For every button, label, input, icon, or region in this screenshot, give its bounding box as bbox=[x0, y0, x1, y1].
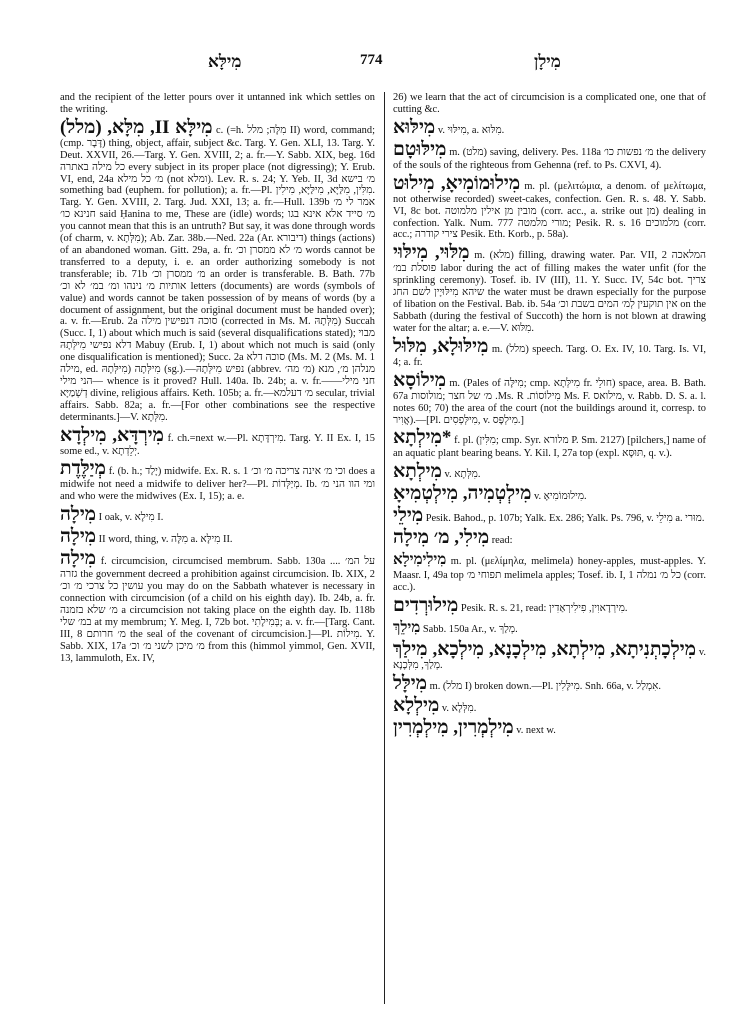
entry-text: f. pl. (מִלִּין; cmp. Syr. מלורא P. Sm. 2127) [pilchers,] name of an aquatic plant bearing beans. Y. Kil. I, 27a top (expl. תּוּסָּא, q. v.). bbox=[393, 435, 706, 460]
entry-text: m. (מלל) speech. Targ. O. Ex. IV, 10. Targ. Is. VI, 4; a. fr. bbox=[393, 343, 706, 368]
entry-headword: מִלּוּי, מִילּוּי bbox=[393, 242, 470, 264]
dictionary-entry bbox=[393, 484, 706, 504]
entry-headword: מִילְכָתְנִיתָא, מִילְתָא, מִילְכָנָא, מִילְכָא, מִילַךְ bbox=[393, 639, 696, 661]
dictionary-entry bbox=[393, 550, 706, 594]
entry-text: 26) we learn that the act of circumcision is a complicated one, one that of cutting &c. bbox=[393, 92, 706, 115]
dictionary-entry bbox=[393, 528, 706, 548]
dictionary-entry bbox=[60, 459, 375, 503]
entry-text: v. מִילּוּי, a. מִלּוּא. bbox=[437, 124, 505, 136]
entry-headword: מִירְדָּא, מִילְדָא bbox=[60, 424, 164, 446]
entry-text: f. ch.=next w.—Pl. מִירְדָּתָא. Targ. Y. II Ex. I, 15 some ed., v. יְלֵדְתָא. bbox=[60, 432, 375, 457]
dictionary-entry bbox=[393, 140, 706, 172]
entry-text: I oak, v. מִילָא I. bbox=[98, 512, 164, 524]
entry-headword: מִילָה bbox=[60, 548, 97, 570]
entry-headword: מְיַלֶּדֶת bbox=[60, 458, 106, 480]
entry-headword: מִילִי, מ׳ מִילָה bbox=[393, 527, 490, 549]
entry-text: read: bbox=[491, 535, 513, 547]
right-column bbox=[393, 92, 706, 740]
entry-text: c. (=h. מִלָּה; מלל II) word, command; (cmp. דָּבָר) thing, object, affair, subject &c. Targ. Y. Gen. XLI, 13. Targ. Y. Deut. XXVII, 26.—Targ. Y. Gen. XVIII, 2; a. fr.—Y. Sabb. XIX, beg. 16d כל מילה באתרה every subject in its proper place (not digressing); Y. Erub. VI, end, 24a מ׳ כל מילא (not ומלא). Lev. R. s. 24; Y. Yeb. II, 3d מ׳ בישא something bad (euphem. for pollution); a. fr.—Pl. מִלִּין, מִלַּיָּא, מִילַּיָּא, מִילִין. Targ. Y. Gen. XVIII, 2. Targ. Jud. XXI, 13; a. fr.—Hull. 139b אמר לי מ׳ חנינא כו׳ said Ḥanina to me, These are (idle) words; מ׳ סייד אלא אינא בגו you cannot mean that this is an untruth? But say, it was done through words (of charm, v. מִלְּתָא); Ab. Zar. 38b.—Ned. 22a (Ar. דיבורא) things (actions) of an abandoned woman. Gitt. 29a, a. fr. מ׳ לא ממסרן וכ׳ words cannot be transferred to a deputy, i. e. an order authorizing somebody is not transferable; ib. 71b מ׳ ממסרן וכ׳ an order is transferable. B. Bath. 77b אותיות מ׳ נינהו ומ׳ במ׳ לא וכ׳ letters (documents) are words (symbols of value) and words cannot be taken possession of by means of words (by a document of assignment, but the original document must be handed over); a. v. fr.—Erub. 2a סוכה דנפישין מילה (corrected in Ms. M. מִלְּתָהּ) Succah (Succ. I, 1) about which much is said (several disqualifications stated); מבוי דלא נפישי מִילְּתָהּ Mabuy (Erub. I, 1) about which not much is said (only one disqualification is mentioned); Succ. 2a סוכה דלא (Ms. M. 2 (Ms. M. 1 מילה, ed. מִילְּתָהּ) מִילְּתָה (sg.).—נפיש מִילְּתָהּ (abbrev. מ׳ מה׳) מנלהן מ׳, מנא הני מילי— whence is it proved? Hull. 140a. Ib. 24b; a. v. fr.—חני מילי—דְשְׁמַיָּא divine, religious affairs. Keth. 105b; a. fr.—מ׳ דעלמא secular, trivial affairs. Sabb. 82a; a. fr.—[For other combinations see the respective determinants.]—V. מִלְּתָא. bbox=[60, 124, 376, 423]
dictionary-entry bbox=[60, 505, 375, 525]
entry-text: v. מְלַךְ, מִלְּכָנָא. bbox=[393, 647, 706, 672]
left-column bbox=[60, 92, 375, 667]
dictionary-entry bbox=[393, 596, 706, 616]
entry-text: v. next w. bbox=[516, 725, 556, 737]
entry-headword: מִילְתָא bbox=[393, 461, 442, 483]
dictionary-entry bbox=[393, 718, 706, 738]
entry-text: m. pl. (μελίμηλα, melimela) honey-apples, must-apples. Y. Maasr. I, 49a top תפוחי מ׳ melimela apples; Tosef. ib. I, 1 כל מ׳ נמלה (corr. acc.). bbox=[393, 556, 707, 594]
entry-text: v. מִילוּמוֹמִיאָ. bbox=[533, 491, 587, 503]
entry-text: m. (מלל I) broken down.—Pl. מִילָּלִין. Snh. 66a, v. אִמְלַל. bbox=[429, 681, 661, 693]
running-head-right: מִילָן bbox=[534, 52, 561, 71]
entry-text: f. (b. h.; יָלַד) midwife. Ex. R. s. 1 וכי מ׳ אינה צריכה מ׳ וכ׳ does a midwife not need a midwife to deliver her?—Pl. מְיַלְּדוֹת. Ib. ומי הוו הני מ׳ and who were the midwives (Ex. I, 15); a. e. bbox=[60, 466, 375, 503]
entry-headword: מִילִימִילָא bbox=[393, 552, 447, 569]
dictionary-entry bbox=[393, 618, 706, 638]
dictionary-entry bbox=[393, 640, 706, 672]
entry-headword: מִילּוּא bbox=[393, 116, 436, 138]
dictionary-entry bbox=[393, 428, 706, 460]
entry-headword: מִילְלָא bbox=[393, 695, 440, 717]
dictionary-entry bbox=[393, 506, 706, 526]
entry-text: m. (Pales of מִילָּה; cmp. מִילְּתָא fr. חולֵי) space, area. B. Bath. 67a מ׳ של חצר ;מולוסות .Ms. R .מִילוֹסוֹת Ms. F. מילואס, v. Rabb. D. S. a. l. notes 60; 70) the area of the court (not the buildings around it, corresp. to אֲוִיר).—[Pl. מִילְּפְסִים, v. מִילְפָּס.] bbox=[393, 377, 706, 426]
entry-text: m. (מלט) saving, delivery. Pes. 118a מ׳ נפשות כו׳ the delivery of the souls of the righteous from Gehenna (ref. to Ps. CXVI, 4). bbox=[393, 146, 706, 171]
entry-text: Pesik. R. s. 21, read: מִירְדָאוִין, פִילִירְאַדִין. bbox=[460, 603, 628, 615]
dictionary-entry bbox=[393, 674, 706, 694]
entry-headword: מִילוֹסָא bbox=[393, 369, 447, 391]
entry-text: v. מִלְּלָא. bbox=[441, 703, 477, 715]
entry-headword: *מִילְתָא bbox=[393, 427, 452, 449]
entry-headword: מִילוּמוֹמִיאָ, מִילוּט bbox=[393, 172, 521, 194]
dictionary-entry bbox=[393, 337, 706, 369]
dictionary-entry bbox=[60, 426, 375, 458]
page-number: 774 bbox=[360, 52, 383, 68]
entry-headword: מִילוּרְדִים bbox=[393, 595, 459, 617]
dictionary-entry bbox=[393, 174, 706, 242]
entry-headword: מִילֵי bbox=[393, 505, 424, 527]
entry-text: Pesik. Bahod., p. 107b; Yalk. Ex. 286; Yalk. Ps. 796, v. מִילֵי a. מוּרי. bbox=[425, 513, 705, 525]
entry-text: f. circumcision, circumcised membrum. Sabb. 130a על המ׳ .... גזרה the government decreed a prohibition against circumcision. Ib. XIX, 2 עושין כל צרכי מ׳ וכ׳ you may do on the Sabbath whatever is necessary in connection with circumcision (of a child on his eighth day). Ib. 24b, a. fr. מ׳ שלא בזמנה a circumcision not taking place on the eighth day. Ib. 118b במ׳ שלי at my membrum; Y. Meg. I, 72b bot. בְּמִילָתִי; a. v. fr.—[Targ. Cant. III, 8 מ׳ חרותם the seal of the covenant of circumcision.]—Pl. מִילוֹת. Y. Sabb. XIX, 17a מ׳ מיכן לשני מ׳ וכ׳ from this (himmol yimmol, Gen. XVII, 13, lammuloth, Ex. IV, bbox=[60, 556, 375, 664]
dictionary-entry bbox=[60, 92, 375, 116]
dictionary-entry bbox=[393, 243, 706, 334]
running-head-left: מִילָּא bbox=[208, 52, 242, 71]
entry-text: Sabb. 150a Ar., v. מְלַךְ. bbox=[422, 624, 518, 636]
entry-text: II word, thing, v. מִלָּה a. מִילָּא II. bbox=[98, 534, 233, 546]
dictionary-entry bbox=[60, 527, 375, 547]
dictionary-entry bbox=[393, 696, 706, 716]
entry-headword: מִילָה bbox=[60, 504, 97, 526]
entry-headword: מִילָּל bbox=[393, 673, 428, 695]
dictionary-entry bbox=[393, 92, 706, 116]
entry-text: v. מִלְּתָא. bbox=[444, 469, 481, 481]
entry-text: and the recipient of the letter pours over it untanned ink which settles on the writing. bbox=[60, 92, 375, 115]
dictionary-entry bbox=[60, 549, 375, 664]
entry-headword: מִילֵךְ bbox=[393, 620, 421, 637]
dictionary-entry bbox=[393, 371, 706, 427]
dictionary-entry bbox=[393, 118, 706, 138]
column-divider bbox=[384, 92, 385, 1004]
entry-text: m. pl. (μελιτώμια, a denom. of μελίτωμα, not otherwise recorded) sweet-cakes, confection. Gen. R. s. 48. Y. Sabb. VI, 8c bot. מובין מן אילין מלמוטה (corr. acc., a. strike out מן) dealing in confection. Yalk. Num. 777 מורי מלמטה; Pesik. R. s. 16 מלמוכים (corr. acc.; צירי קודרה Pesik. Eth. Korb., p. 58a). bbox=[393, 180, 706, 241]
dictionary-entry bbox=[393, 462, 706, 482]
entry-headword: מִילּוּטָם bbox=[393, 138, 447, 160]
entry-headword: מִילְמְרִין, מִילְמְרִין bbox=[393, 717, 514, 739]
page-header bbox=[58, 52, 702, 74]
dictionary-entry bbox=[60, 118, 375, 424]
entry-headword: מִילָּא II, מִלָּא, (מלל) bbox=[60, 116, 213, 138]
entry-headword: מִילָה bbox=[60, 526, 97, 548]
entry-headword: מִילְטְמִיה, מִילְטְמִיאָ bbox=[393, 483, 532, 505]
entry-text: m. (מלא) filling, drawing water. Par. VII, 2 המלאכה פוסלת במ׳ labor during the act of filling makes the water unfit (for the sprinkling ceremony). Tosef. ib. IV (III), 11. Y. Succ. IV, 54c bot. צריך שיהא מִילּוּיָין לשם החג the water must be drawn especially for the purpose of libation on the Festival. Bab. ib. 54a אין תוקעין לְמ׳ המים בשבת וכ׳ on the Sabbath (during the festival of Succoth) the horn is not blown at drawing water for the altar; a. e.—V. מִלּוּא. bbox=[393, 250, 707, 334]
entry-headword: מִילּוּלָא, מִלּוּל bbox=[393, 335, 489, 357]
